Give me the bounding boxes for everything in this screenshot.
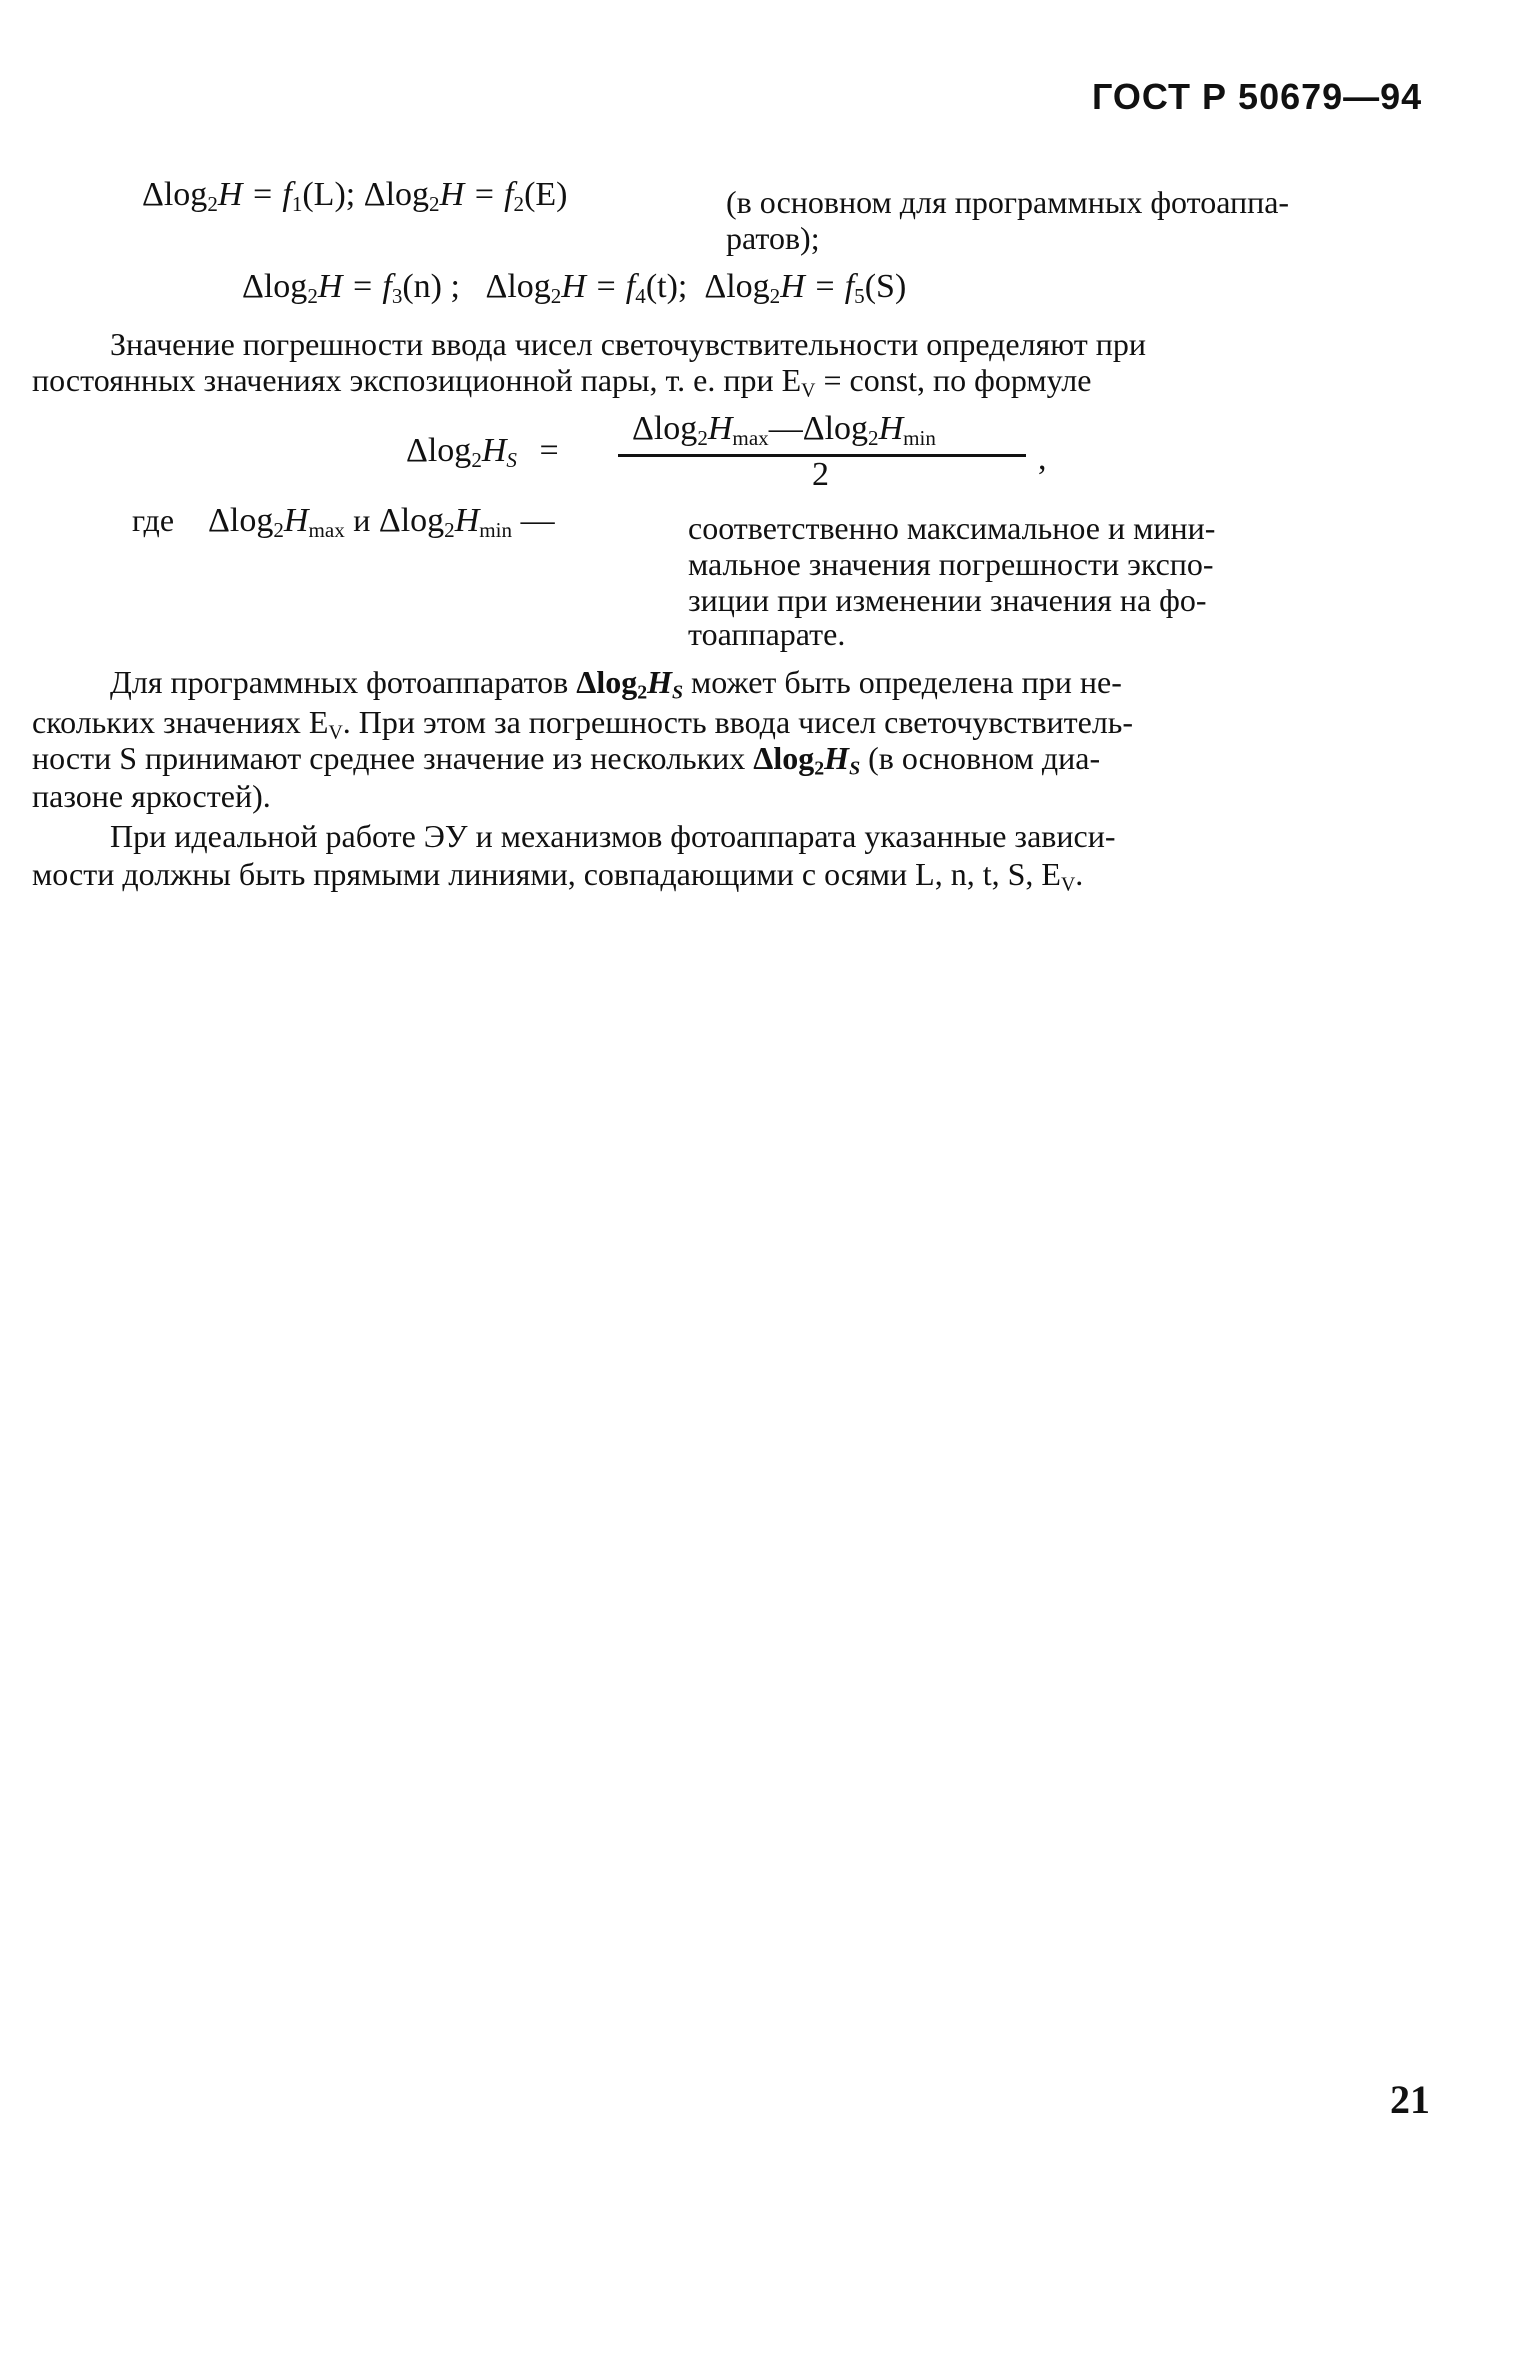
document-header: ГОСТ Р 50679—94 — [1092, 76, 1423, 117]
where-description-2: мальное значения погрешности экспо- — [688, 546, 1214, 582]
main-formula-numerator: $\Delta\log_2H_{max}—\Delta\log_2H_{min}$ — [632, 410, 936, 450]
where-description-1: соответственно максимальное и мини- — [688, 510, 1216, 546]
formula-f4: $\Delta\log_2H = f_4(t)$; — [485, 268, 688, 308]
formula-line-2 — [242, 268, 906, 309]
formula-f5: $\Delta\log_2H = f_5(S)$ — [704, 268, 907, 308]
where-symbols: где $\Delta\log_2H_{max}$ и $\Delta\log_2H_{min}$ — — [132, 502, 555, 542]
paragraph-3-line-1: При идеальной работе ЭУ и механизмов фотоаппарата указанные зависи- — [110, 818, 1116, 854]
paragraph-1-line-1: Значение погрешности ввода чисел светочувствительности определяют при — [110, 326, 1146, 362]
formula-note-cont: ратов); — [726, 220, 820, 256]
equals-sign: = — [539, 432, 559, 469]
where-description-3: зиции при изменении значения на фо- — [688, 582, 1207, 618]
main-formula-comma: , — [1038, 440, 1047, 477]
paragraph-3-line-2: мости должны быть прямыми линиями, совпадающими с осями L, n, t, S, $E_V$. — [32, 856, 1084, 896]
page-number: 21 — [1390, 2077, 1430, 2122]
paragraph-2-line-1: Для программных фотоаппаратов $\Delta\log_2H_S$ может быть определена при не- — [110, 664, 1122, 704]
formula-f3: $\Delta\log_2H = f_3(n)$ ; — [242, 268, 460, 308]
main-formula-lhs: $\Delta\log_2H_S$ = — [406, 432, 559, 472]
where-description-4: тоаппарате. — [688, 616, 846, 652]
formula-line-1 — [142, 176, 568, 217]
paragraph-2-line-3: ности S принимают среднее значение из нескольких $\Delta\log_2H_S$ (в основном диа- — [32, 740, 1101, 780]
formula-note: (в основном для программных фотоаппа- — [726, 184, 1290, 220]
formula-f1: $\Delta\log_2H = f_1(L)$; — [142, 176, 364, 216]
paragraph-2-line-2: скольких значениях $E_V$. При этом за погрешность ввода чисел светочувствитель- — [32, 704, 1134, 744]
main-formula-denominator: 2 — [812, 456, 829, 493]
paragraph-2-line-4: пазоне яркостей). — [32, 778, 271, 814]
paragraph-1-line-2: постоянных значениях экспозиционной пары, т. е. при $E_V$ = const, по формуле — [32, 362, 1092, 402]
formula-f2: $\Delta\log_2H = f_2(E)$ — [363, 176, 568, 216]
